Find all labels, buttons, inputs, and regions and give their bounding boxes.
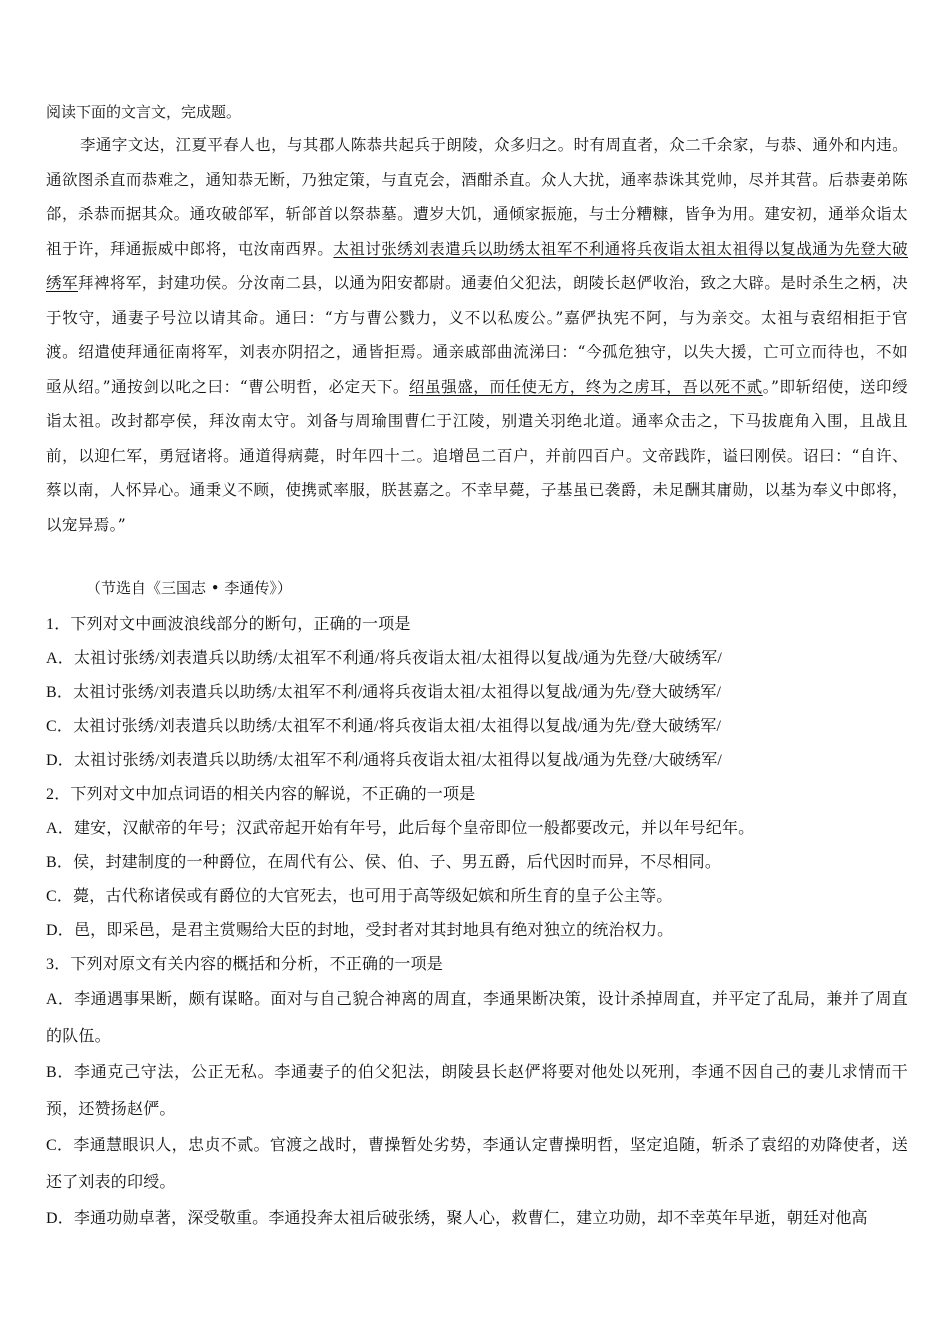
question-2-option-a: A．建安，汉献帝的年号；汉武帝起开始有年号，此后每个皇帝即位一般都要改元，并以年号纪年。 — [46, 820, 755, 837]
question-3-option-b: B．李通克己守法，公正无私。李通妻子的伯父犯法，朗陵县长赵俨将要对他处以死刑，李通不因自己的妻儿求情而干预，还赞扬赵俨。 — [46, 1064, 908, 1118]
passage-part-2: 拜裨将军，封建功侯。分汝南二县，以通为阳安都尉。通妻伯父犯法，朗陵长赵俨收治，致之大辟。是时杀生之柄，决于牧守，通妻子号泣以请其命。通曰：“方与曹公戮力，义不以私废公。”嘉俨执宪不阿，与为亲交。太祖与袁绍相拒于官渡。绍遣使拜通征南将军，刘表亦阴招之，通皆拒焉。通亲戚部曲流涕曰：“今孤危独守，以失大援，亡可立而待也，不如亟从绍。”通按剑以叱之曰：“曹公明哲，必定天下。 — [46, 274, 908, 396]
question-3-stem: 3．下列对原文有关内容的概括和分析，不正确的一项是 — [46, 956, 444, 973]
question-1-option-c: C．太祖讨张绣/刘表遣兵以助绣/太祖军不利通/将兵夜诣太祖/太祖得以复战/通为先/登大破绣军/ — [46, 718, 722, 735]
question-1-option-b: B．太祖讨张绣/刘表遣兵以助绣/太祖军不利/通将兵夜诣太祖/太祖得以复战/通为先/登大破绣军/ — [46, 684, 722, 701]
wavy-underlined-text-2: 复战通为先登大破绣军 — [46, 239, 909, 292]
question-2-option-c: C．薨，古代称诸侯或有爵位的大官死去，也可用于高等级妃嫔和所生育的皇子公主等。 — [46, 888, 673, 905]
classical-passage — [46, 128, 908, 542]
question-3-option-c: C．李通慧眼识人，忠贞不贰。官渡之战时，曹操暂处劣势，李通认定曹操明哲，坚定追随，斩杀了袁绍的劝降使者，送还了刘表的印绶。 — [46, 1137, 908, 1191]
question-2-option-d: D．邑，即采邑，是君主赏赐给大臣的封地，受封者对其封地具有绝对独立的统治权力。 — [46, 922, 674, 939]
question-2-option-b: B．侯，封建制度的一种爵位，在周代有公、侯、伯、子、男五爵，后代因时而异，不尽相同。 — [46, 854, 722, 871]
questions-section — [46, 608, 908, 1238]
question-1-option-a: A．太祖讨张绣/刘表遣兵以助绣/太祖军不利通/将兵夜诣太祖/太祖得以复战/通为先登/大破绣军/ — [46, 650, 723, 667]
passage-part-1: 李通字文达，江夏平春人也，与其郡人陈恭共起兵于朗陵，众多归之。时有周直者，众二千余家，与恭、通外和内违。通欲图杀直而恭难之，通知恭无断，乃独定策，与直克会，酒酣杀直。众人大扰，通率恭诛其党帅，尽并其营。后恭妻弟陈郃，杀恭而据其众。通攻破郃军，斩郃首以祭恭墓。遭岁大饥，通倾家振施，与士分糟糠，皆争为用。建安初，通举众诣太祖于许，拜通振威中郎将，屯汝南西界。 — [46, 136, 908, 258]
wavy-underlined-text-1: 太祖讨张绣刘表遣兵以助绣太祖军不利通将兵夜诣太祖太祖得以 — [333, 239, 781, 258]
question-1-stem: 1．下列对文中画波浪线部分的断句，正确的一项是 — [46, 616, 411, 633]
passage-part-3: 。”即斩绍使，送印绶诣太祖。改封都亭侯，拜汝南太守。刘备与周瑜围曹仁于江陵，别遣关羽绝北道。通率众击之，下马拔鹿角入围，且战且前，以迎仁军，勇冠诸将。通道得病薨，时年四十二。追增邑二百户，并前四百户。文帝践阼，谥曰刚侯。诏曰：“自许、蔡以南，人怀异心。通秉义不顾，使携贰率服，朕甚嘉之。不幸早薨，子基虽已袭爵，未足酬其庸勋，以基为奉义中郎将，以宠异焉。” — [46, 377, 908, 534]
question-1-option-d: D．太祖讨张绣/刘表遣兵以助绣/太祖军不利/通将兵夜诣太祖/太祖得以复战/通为先登/大破绣军/ — [46, 752, 723, 769]
question-3-option-d: D．李通功勋卓著，深受敬重。李通投奔太祖后破张绣，聚人心，救曹仁，建立功勋，却不幸英年早逝，朝廷对他高 — [46, 1210, 868, 1227]
intro-text: 阅读下面的文言文，完成题。 — [46, 103, 242, 121]
underlined-sentence: 绍虽强盛，而任使无方，终为之虏耳，吾以死不贰 — [408, 377, 763, 396]
source-citation: （节选自《三国志 • 李通传》） — [86, 579, 292, 597]
question-3-option-a: A．李通遇事果断，颇有谋略。面对与自己貌合神离的周直，李通果断决策，设计杀掉周直，并平定了乱局，兼并了周直的队伍。 — [46, 991, 908, 1045]
question-2-stem: 2．下列对文中加点词语的相关内容的解说，不正确的一项是 — [46, 786, 476, 803]
